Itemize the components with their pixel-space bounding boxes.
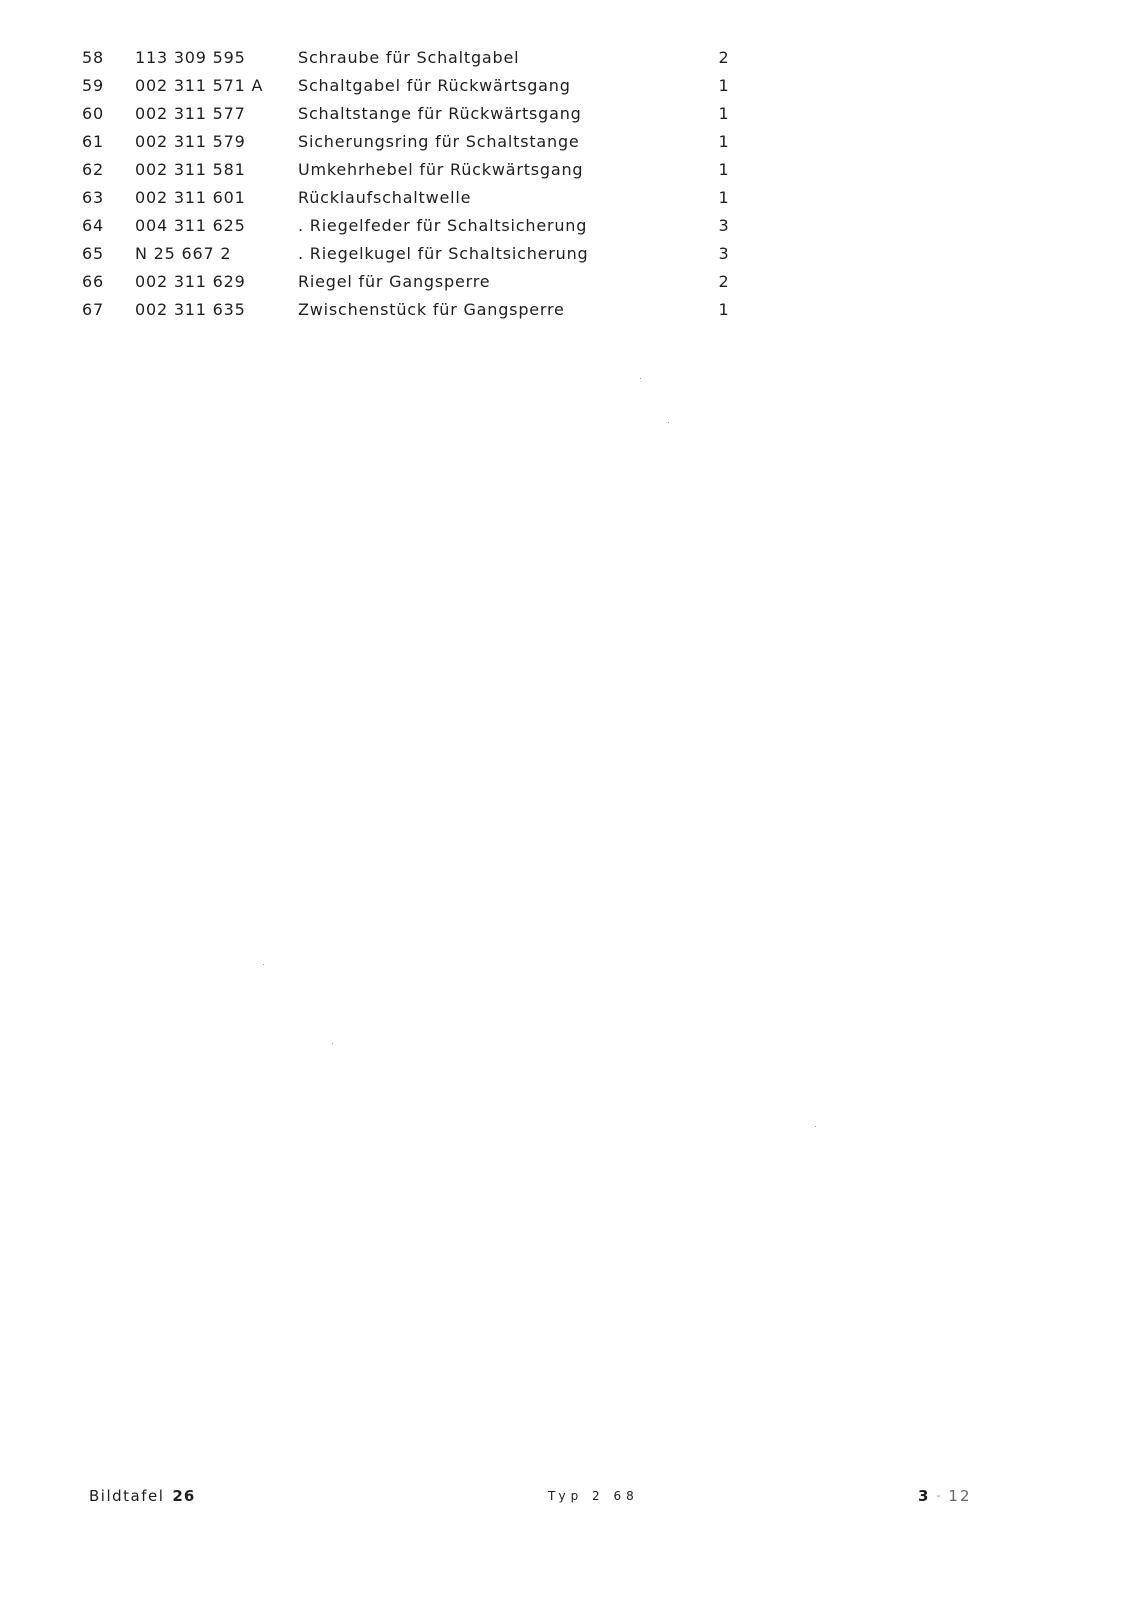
part-number: 004 311 625	[135, 216, 246, 235]
table-row	[0, 296, 1137, 324]
part-number: 113 309 595	[135, 48, 246, 67]
table-row	[0, 240, 1137, 268]
position-number: 63	[82, 188, 104, 207]
page-number	[918, 1484, 972, 1508]
part-number: N 25 667 2	[135, 244, 232, 263]
scan-speck	[815, 1126, 816, 1127]
page-index: 12	[948, 1487, 972, 1505]
quantity: 2	[718, 48, 730, 67]
part-description: . Riegelkugel für Schaltsicherung	[298, 244, 589, 263]
position-number: 59	[82, 76, 104, 95]
part-number: 002 311 579	[135, 132, 246, 151]
plate-label: Bildtafel	[89, 1487, 165, 1505]
scan-speck	[332, 1043, 333, 1044]
part-description: Umkehrhebel für Rückwärtsgang	[298, 160, 584, 179]
position-number: 58	[82, 48, 104, 67]
scan-speck	[668, 422, 669, 423]
plate-reference	[89, 1484, 195, 1508]
table-row	[0, 100, 1137, 128]
table-row	[0, 128, 1137, 156]
part-description: Zwischenstück für Gangsperre	[298, 300, 565, 319]
position-number: 61	[82, 132, 104, 151]
table-row	[0, 44, 1137, 72]
position-number: 60	[82, 104, 104, 123]
quantity: 1	[718, 300, 730, 319]
vehicle-type: Typ 2 68	[548, 1489, 639, 1503]
table-row	[0, 212, 1137, 240]
part-number: 002 311 635	[135, 300, 246, 319]
quantity: 1	[718, 160, 730, 179]
quantity: 1	[718, 132, 730, 151]
scan-speck	[263, 964, 264, 965]
table-row	[0, 184, 1137, 212]
quantity: 1	[718, 76, 730, 95]
part-description: Schraube für Schaltgabel	[298, 48, 520, 67]
plate-number: 26	[172, 1487, 196, 1505]
part-description: Schaltgabel für Rückwärtsgang	[298, 76, 571, 95]
page-footer	[0, 1484, 1137, 1508]
table-row	[0, 156, 1137, 184]
position-number: 67	[82, 300, 104, 319]
part-number: 002 311 581	[135, 160, 246, 179]
quantity: 2	[718, 272, 730, 291]
part-number: 002 311 601	[135, 188, 246, 207]
part-description: . Riegelfeder für Schaltsicherung	[298, 216, 588, 235]
position-number: 62	[82, 160, 104, 179]
part-number: 002 311 577	[135, 104, 246, 123]
table-row	[0, 268, 1137, 296]
position-number: 66	[82, 272, 104, 291]
part-number: 002 311 629	[135, 272, 246, 291]
scan-speck	[640, 378, 641, 379]
part-number: 002 311 571 A	[135, 76, 264, 95]
position-number: 64	[82, 216, 104, 235]
page-separator: -	[936, 1489, 941, 1502]
quantity: 3	[718, 216, 730, 235]
part-description: Riegel für Gangsperre	[298, 272, 491, 291]
page-section: 3	[918, 1487, 929, 1505]
quantity: 3	[718, 244, 730, 263]
quantity: 1	[718, 188, 730, 207]
quantity: 1	[718, 104, 730, 123]
part-description: Sicherungsring für Schaltstange	[298, 132, 580, 151]
parts-table	[0, 44, 1137, 324]
table-row	[0, 72, 1137, 100]
part-description: Rücklaufschaltwelle	[298, 188, 472, 207]
position-number: 65	[82, 244, 104, 263]
part-description: Schaltstange für Rückwärtsgang	[298, 104, 582, 123]
